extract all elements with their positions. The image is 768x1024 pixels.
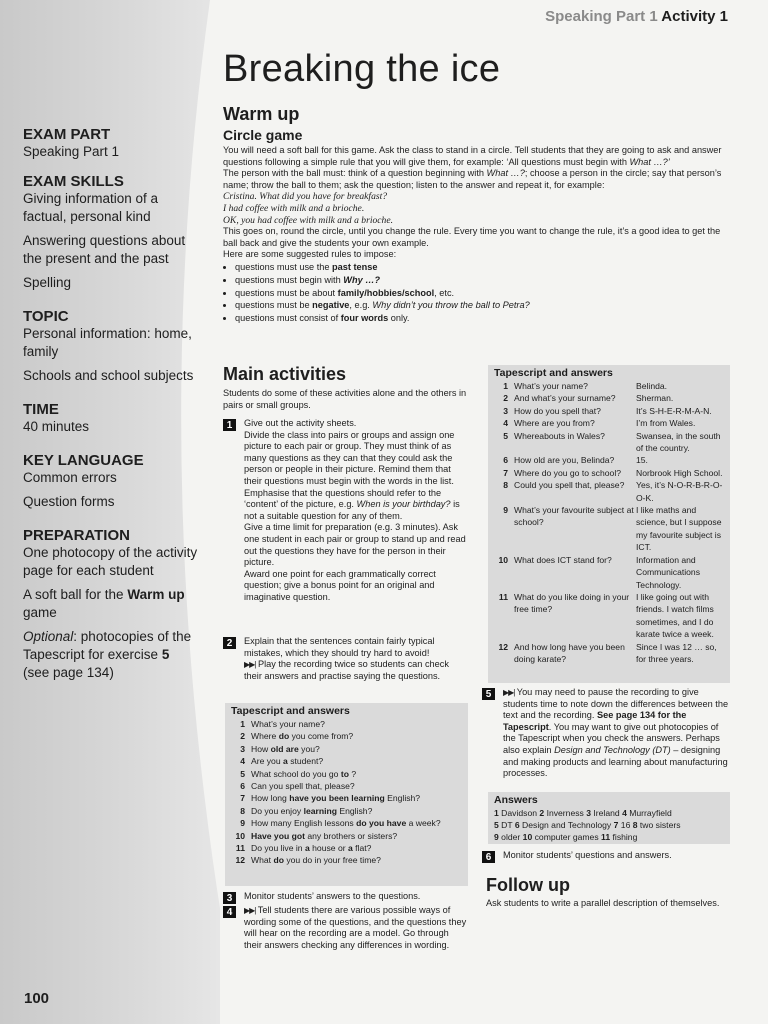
page-number: 100 bbox=[24, 990, 50, 1007]
main-intro: Students do some of these activities alone and the others in pairs or small groups. bbox=[223, 388, 467, 410]
table-row bbox=[488, 380, 730, 392]
step-text: Explain that the sentences contain fairly typical mistakes, which they should try hard to avoid! bbox=[244, 636, 435, 658]
step-3 bbox=[223, 891, 468, 904]
row-question: How old are you? bbox=[251, 743, 320, 754]
row-number: 9 bbox=[503, 505, 508, 516]
row-number: 10 bbox=[235, 830, 245, 841]
follow-up-heading: Follow up bbox=[486, 875, 570, 895]
exam-part-text: Speaking Part 1 bbox=[23, 144, 120, 159]
row-answer: Since I was 12 … so, for three years. bbox=[636, 641, 717, 664]
preparation-heading: PREPARATION bbox=[23, 527, 130, 544]
row-question: How many English lessons do you have a week? bbox=[251, 818, 441, 829]
table-row bbox=[225, 780, 468, 792]
row-question: Whereabouts in Wales? bbox=[514, 430, 605, 441]
step-text: Award one point for each grammatically correct question; give a bonus point for an original and imaginative question. bbox=[244, 568, 436, 602]
row-answer: Swansea, in the south of the country. bbox=[636, 430, 721, 454]
rule-item: • questions must use the past tense bbox=[235, 261, 723, 274]
table-row bbox=[488, 417, 730, 429]
row-question: What’s your favourite subject at school? bbox=[514, 505, 634, 528]
key-language-item: Common errors bbox=[23, 470, 117, 485]
row-question: And how long have you been doing karate? bbox=[514, 641, 625, 664]
rule-item: • questions must be negative, e.g. Why didn’t you throw the ball to Petra? bbox=[235, 299, 723, 312]
row-number: 7 bbox=[240, 793, 245, 804]
exam-skill-item: Spelling bbox=[23, 275, 72, 290]
row-question: What’s your name? bbox=[251, 719, 325, 729]
row-question: Where do you come from? bbox=[251, 731, 354, 742]
step-text: Monitor students’ answers to the questions. bbox=[244, 891, 421, 901]
key-language-heading: KEY LANGUAGE bbox=[23, 452, 144, 469]
topic-heading: TOPIC bbox=[23, 308, 69, 325]
row-answer: I like maths and science, but I suppose my favourite subject is ICT. bbox=[636, 505, 722, 553]
tapescript-box-2 bbox=[488, 365, 730, 683]
step-text: ▶▶| Tell students there are various possible ways of wording some of the questions, and the questions they will hear on the recording are a model. Go through their answers checking any differences in wording. bbox=[244, 905, 467, 950]
table-row bbox=[488, 554, 730, 591]
row-number: 11 bbox=[235, 843, 245, 854]
table-row bbox=[488, 479, 730, 504]
row-number: 4 bbox=[503, 418, 508, 429]
preparation-item: A soft ball for the Warm up game bbox=[23, 587, 185, 620]
preparation-item: One photocopy of the activity page for each student bbox=[23, 545, 198, 578]
step-text: Divide the class into pairs or groups and assign one picture to each pair or group. They must think of as many questions as they can that they could ask the person or people in their picture. Remind them that their questions must begin with the words in the list. Emphasise that the questions should refer to the ‘content’ of the picture, e.g. When is your birthday? is not a suitable question for any of them. bbox=[244, 429, 460, 521]
row-number: 4 bbox=[240, 756, 245, 767]
warm-up-para: Here are some suggested rules to impose: bbox=[223, 249, 397, 260]
step-number: 4 bbox=[223, 906, 236, 918]
step-number: 2 bbox=[223, 637, 236, 649]
play-icon: ▶▶| bbox=[244, 660, 256, 670]
warm-up-para: The person with the ball must: think of a question beginning with What …?; choose a person in the circle; say that person’s name; throw the ball to them; ask the question; listen to the answer and repeat it, for example: bbox=[223, 168, 722, 190]
row-question: What’s your name? bbox=[514, 381, 588, 391]
row-answer: 15. bbox=[636, 455, 648, 466]
table-row bbox=[225, 718, 468, 730]
row-number: 12 bbox=[235, 855, 245, 866]
row-number: 8 bbox=[240, 805, 245, 816]
row-question: Do you enjoy learning English? bbox=[251, 805, 373, 816]
running-header: Speaking Part 1 Activity 1 bbox=[545, 8, 728, 25]
row-number: 1 bbox=[503, 381, 508, 391]
warm-up-section bbox=[223, 104, 723, 325]
row-question: Can you spell that, please? bbox=[251, 781, 355, 792]
answers-title: Answers bbox=[494, 794, 538, 806]
row-number: 8 bbox=[503, 480, 508, 491]
step-text: ▶▶| Play the recording twice so students can check their answers and practise saying the questions. bbox=[244, 659, 449, 681]
row-number: 2 bbox=[240, 731, 245, 742]
answers-line: 5 DT 6 Design and Technology 7 16 8 two sisters bbox=[494, 820, 681, 830]
step-text: ▶▶| You may need to pause the recording to give students time to note down the differences between the text and the recording. See page 134 for the Tapescript. You may want to give out photocopies of the Tapescript when you check the answers. Perhaps also explain Design and Technology (DT) – designing and making products and learning about manufacturing processes. bbox=[503, 687, 729, 779]
answers-line: 9 older 10 computer games 11 fishing bbox=[494, 832, 638, 842]
row-number: 5 bbox=[503, 430, 508, 441]
table-row bbox=[225, 805, 468, 817]
row-number: 2 bbox=[503, 393, 508, 404]
page-title: Breaking the ice bbox=[223, 48, 501, 90]
row-number: 6 bbox=[240, 781, 245, 792]
exam-skill-item: Giving information of a factual, personal kind bbox=[23, 191, 159, 224]
step-text: Give a time limit for preparation (e.g. 3 minutes). Ask one student in each pair or group to stand up and read out the questions they have for the person in their picture. bbox=[244, 522, 466, 568]
step-number: 6 bbox=[482, 851, 495, 863]
row-question: What does ICT stand for? bbox=[514, 554, 612, 565]
warm-up-para: This goes on, round the circle, until you change the rule. Every time you want to change the rule, it’s a good idea to get the ball back and give the students your own example. bbox=[223, 226, 721, 248]
step-6 bbox=[482, 850, 732, 863]
row-number: 5 bbox=[240, 768, 245, 779]
row-question: Are you a student? bbox=[251, 756, 324, 767]
row-question: What do you like doing in your free time? bbox=[514, 591, 630, 615]
row-answer: Yes, it’s N-O-R-B-R-O-O-K. bbox=[636, 480, 723, 503]
table-row bbox=[488, 504, 730, 554]
exam-skill-item: Answering questions about the present and the past bbox=[23, 233, 186, 266]
table-row bbox=[488, 405, 730, 417]
table-row bbox=[225, 830, 468, 842]
exam-skills-heading: EXAM SKILLS bbox=[23, 173, 124, 190]
row-question: How long have you been learning English? bbox=[251, 793, 421, 804]
table-row bbox=[225, 768, 468, 780]
table-row bbox=[488, 430, 730, 455]
row-question: What school do you go to ? bbox=[251, 768, 357, 779]
sidebar bbox=[0, 0, 220, 1024]
time-text: 40 minutes bbox=[23, 419, 90, 434]
row-answer: Sherman. bbox=[636, 393, 674, 404]
row-answer: I’m from Wales. bbox=[636, 418, 696, 429]
topic-item: Personal information: home, family bbox=[23, 326, 192, 359]
row-answer: Belinda. bbox=[636, 381, 668, 391]
table-row bbox=[488, 591, 730, 641]
follow-up-section bbox=[486, 875, 726, 910]
answers-line: 1 Davidson 2 Inverness 3 Ireland 4 Murrayfield bbox=[494, 808, 672, 818]
step-number: 1 bbox=[223, 419, 236, 431]
table-row bbox=[225, 817, 468, 829]
row-question: How do you spell that? bbox=[514, 405, 601, 416]
row-number: 3 bbox=[240, 743, 245, 754]
tapescript-title: Tapescript and answers bbox=[231, 705, 350, 717]
key-language-item: Question forms bbox=[23, 494, 115, 509]
tapescript-title: Tapescript and answers bbox=[494, 367, 613, 379]
rule-item: • questions must be about family/hobbies/school, etc. bbox=[235, 287, 723, 300]
row-number: 7 bbox=[503, 467, 508, 478]
rule-item: • questions must consist of four words only. bbox=[235, 312, 723, 325]
preparation-item: Optional: photocopies of the Tapescript for exercise 5 (see page 134) bbox=[23, 629, 192, 680]
row-question: Where are you from? bbox=[514, 418, 595, 429]
table-row bbox=[225, 854, 468, 866]
row-number: 1 bbox=[240, 719, 245, 729]
play-icon: ▶▶| bbox=[503, 688, 515, 697]
table-row bbox=[225, 730, 468, 742]
row-answer: Norbrook High School. bbox=[636, 467, 723, 478]
row-question: Have you got any brothers or sisters? bbox=[251, 830, 398, 841]
row-question: Do you live in a house or a flat? bbox=[251, 843, 372, 854]
step-text: Give out the activity sheets. bbox=[244, 418, 357, 428]
row-question: Could you spell that, please? bbox=[514, 480, 625, 491]
table-row bbox=[225, 755, 468, 767]
row-question: And what’s your surname? bbox=[514, 393, 616, 404]
row-question: How old are you, Belinda? bbox=[514, 455, 615, 466]
row-number: 11 bbox=[498, 591, 508, 602]
table-row bbox=[225, 842, 468, 854]
row-question: What do you do in your free time? bbox=[251, 855, 381, 866]
warm-up-heading: Warm up bbox=[223, 104, 300, 124]
exam-part-heading: EXAM PART bbox=[23, 126, 111, 143]
row-answer: Information and Communications Technology. bbox=[636, 554, 700, 590]
table-row bbox=[225, 743, 468, 755]
step-5 bbox=[482, 687, 732, 780]
row-number: 9 bbox=[240, 818, 245, 829]
row-answer: I like going out with friends. I watch films sometimes, and I do karate twice a week. bbox=[636, 591, 714, 640]
play-icon: ▶▶| bbox=[244, 906, 256, 915]
step-number: 3 bbox=[223, 892, 236, 904]
step-text: Monitor students’ questions and answers. bbox=[503, 850, 672, 860]
topic-item: Schools and school subjects bbox=[23, 368, 194, 383]
follow-up-text: Ask students to write a parallel description of themselves. bbox=[486, 898, 720, 908]
circle-game-heading: Circle game bbox=[223, 127, 303, 143]
step-number: 5 bbox=[482, 688, 495, 700]
main-activities-heading: Main activities bbox=[223, 364, 347, 384]
tapescript-box-1 bbox=[225, 703, 468, 886]
answers-box bbox=[488, 792, 730, 844]
row-number: 3 bbox=[503, 405, 508, 416]
step-2 bbox=[223, 636, 468, 682]
row-answer: It’s S-H-E-R-M-A-N. bbox=[636, 405, 712, 416]
table-row bbox=[488, 392, 730, 404]
table-row bbox=[225, 792, 468, 804]
table-row bbox=[488, 467, 730, 479]
table-row bbox=[488, 641, 730, 666]
row-number: 10 bbox=[498, 554, 508, 565]
step-4 bbox=[223, 905, 468, 951]
row-question: Where do you go to school? bbox=[514, 467, 622, 478]
step-1 bbox=[223, 418, 468, 604]
rule-item: • questions must begin with Why …? bbox=[235, 274, 723, 287]
time-heading: TIME bbox=[23, 401, 59, 418]
row-number: 6 bbox=[503, 455, 508, 466]
example-line: Cristina. What did you have for breakfast? bbox=[223, 191, 388, 203]
row-number: 12 bbox=[498, 641, 508, 652]
warm-up-para: You will need a soft ball for this game. Ask the class to stand in a circle. Tell students that they are going to ask and answer questions following a simple rule that you will give them, for example: ‘All questions must begin with What …?’ bbox=[223, 145, 722, 167]
example-line: I had coffee with milk and a brioche. bbox=[223, 202, 365, 214]
rules-list bbox=[223, 261, 723, 325]
table-row bbox=[488, 454, 730, 466]
example-line: OK, you had coffee with milk and a brioche. bbox=[223, 214, 393, 226]
main-activities-intro bbox=[223, 364, 468, 411]
